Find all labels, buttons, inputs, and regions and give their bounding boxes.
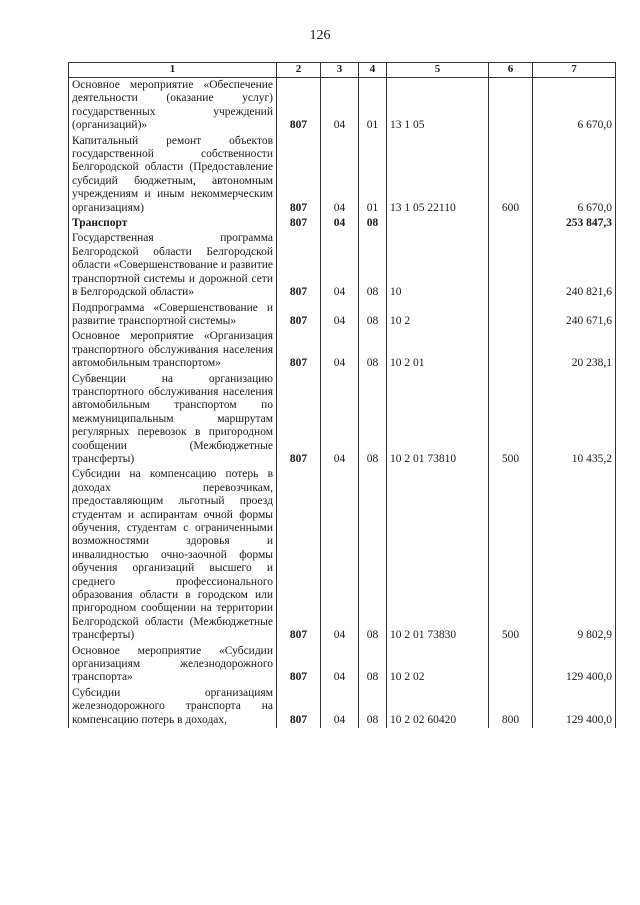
row-subsection-cell: 01 <box>359 134 387 216</box>
row-name-cell: Основное мероприятие «Организация транспортного обслуживания населения автомобильным транспортом» <box>69 329 277 371</box>
header-col-4: 4 <box>359 63 387 78</box>
table-row <box>69 372 616 468</box>
budget-table <box>68 62 616 728</box>
row-expense-type-cell: 800 <box>489 686 533 728</box>
row-target-article-cell: 10 <box>387 231 489 300</box>
row-amount-cell: 240 671,6 <box>533 301 616 330</box>
row-code-cell: 807 <box>277 467 321 643</box>
header-col-7: 7 <box>533 63 616 78</box>
table-row <box>69 78 616 134</box>
row-code-cell: 807 <box>277 231 321 300</box>
row-amount-cell: 129 400,0 <box>533 686 616 728</box>
row-section-cell: 04 <box>321 78 359 134</box>
row-subsection-cell: 08 <box>359 644 387 686</box>
table-row <box>69 467 616 643</box>
row-target-article-cell: 10 2 01 73830 <box>387 467 489 643</box>
row-name-cell: Основное мероприятие «Обеспечение деятельности (оказание услуг) государственных учреждений (организаций)» <box>69 78 277 134</box>
row-name-cell: Транспорт <box>69 216 277 231</box>
row-code-cell: 807 <box>277 301 321 330</box>
header-col-3: 3 <box>321 63 359 78</box>
row-name-cell: Субсидии на компенсацию потерь в доходах перевозчикам, предоставляющим льготный проезд студентам и аспирантам очной формы обучения, студентам с ограниченными возможностями здоровья и инвалидностью очно-заочной формы обучения организаций высшего и среднего профессионального образования области в городском или пригородном сообщении на территории Белгородской области (Межбюджетные трансферты) <box>69 467 277 643</box>
header-col-6: 6 <box>489 63 533 78</box>
row-target-article-cell: 10 2 01 <box>387 329 489 371</box>
row-code-cell: 807 <box>277 216 321 231</box>
table-row <box>69 301 616 330</box>
row-name-cell: Субвенции на организацию транспортного обслуживания населения автомобильным транспортом по межмуниципальным маршрутам регулярных перевозок в пригородном сообщении (Межбюджетные трансферты) <box>69 372 277 468</box>
table-row <box>69 216 616 231</box>
row-target-article-cell: 10 2 02 60420 <box>387 686 489 728</box>
row-target-article-cell: 13 1 05 <box>387 78 489 134</box>
table-row <box>69 329 616 371</box>
row-amount-cell: 240 821,6 <box>533 231 616 300</box>
table-row <box>69 134 616 216</box>
row-section-cell: 04 <box>321 301 359 330</box>
table-body <box>69 78 616 729</box>
header-col-1: 1 <box>69 63 277 78</box>
row-amount-cell: 6 670,0 <box>533 78 616 134</box>
row-target-article-cell: 13 1 05 22110 <box>387 134 489 216</box>
header-row <box>69 63 616 78</box>
row-amount-cell: 20 238,1 <box>533 329 616 371</box>
row-subsection-cell: 08 <box>359 216 387 231</box>
row-name-cell: Капитальный ремонт объектов государственной собственности Белгородской области (Предоставление субсидий бюджетным, автономным учреждениям и иным некоммерческим организациям) <box>69 134 277 216</box>
table-row <box>69 231 616 300</box>
row-amount-cell: 253 847,3 <box>533 216 616 231</box>
row-target-article-cell: 10 2 02 <box>387 644 489 686</box>
row-expense-type-cell: 500 <box>489 467 533 643</box>
row-code-cell: 807 <box>277 372 321 468</box>
row-expense-type-cell <box>489 329 533 371</box>
row-target-article-cell: 10 2 01 73810 <box>387 372 489 468</box>
table-row <box>69 686 616 728</box>
row-code-cell: 807 <box>277 644 321 686</box>
row-target-article-cell <box>387 216 489 231</box>
row-code-cell: 807 <box>277 329 321 371</box>
row-name-cell: Основное мероприятие «Субсидии организациям железнодорожного транспорта» <box>69 644 277 686</box>
row-code-cell: 807 <box>277 134 321 216</box>
row-expense-type-cell <box>489 216 533 231</box>
row-subsection-cell: 08 <box>359 686 387 728</box>
row-subsection-cell: 01 <box>359 78 387 134</box>
row-target-article-cell: 10 2 <box>387 301 489 330</box>
row-section-cell: 04 <box>321 216 359 231</box>
row-name-cell: Субсидии организациям железнодорожного транспорта на компенсацию потерь в доходах, <box>69 686 277 728</box>
row-section-cell: 04 <box>321 231 359 300</box>
row-section-cell: 04 <box>321 644 359 686</box>
row-name-cell: Подпрограмма «Совершенствование и развитие транспортной системы» <box>69 301 277 330</box>
row-amount-cell: 9 802,9 <box>533 467 616 643</box>
row-expense-type-cell: 600 <box>489 134 533 216</box>
row-expense-type-cell <box>489 78 533 134</box>
row-amount-cell: 10 435,2 <box>533 372 616 468</box>
table-row <box>69 644 616 686</box>
row-name-cell: Государственная программа Белгородской области Белгородской области «Совершенствование и развитие транспортной системы и дорожной сети в Белгородской области» <box>69 231 277 300</box>
row-expense-type-cell <box>489 644 533 686</box>
row-expense-type-cell: 500 <box>489 372 533 468</box>
row-expense-type-cell <box>489 231 533 300</box>
row-section-cell: 04 <box>321 372 359 468</box>
header-col-5: 5 <box>387 63 489 78</box>
row-code-cell: 807 <box>277 78 321 134</box>
row-amount-cell: 129 400,0 <box>533 644 616 686</box>
row-subsection-cell: 08 <box>359 372 387 468</box>
row-expense-type-cell <box>489 301 533 330</box>
row-subsection-cell: 08 <box>359 467 387 643</box>
row-subsection-cell: 08 <box>359 231 387 300</box>
header-col-2: 2 <box>277 63 321 78</box>
page-number: 126 <box>309 28 331 43</box>
row-subsection-cell: 08 <box>359 301 387 330</box>
row-section-cell: 04 <box>321 686 359 728</box>
row-code-cell: 807 <box>277 686 321 728</box>
row-section-cell: 04 <box>321 329 359 371</box>
row-section-cell: 04 <box>321 134 359 216</box>
row-section-cell: 04 <box>321 467 359 643</box>
row-amount-cell: 6 670,0 <box>533 134 616 216</box>
row-subsection-cell: 08 <box>359 329 387 371</box>
